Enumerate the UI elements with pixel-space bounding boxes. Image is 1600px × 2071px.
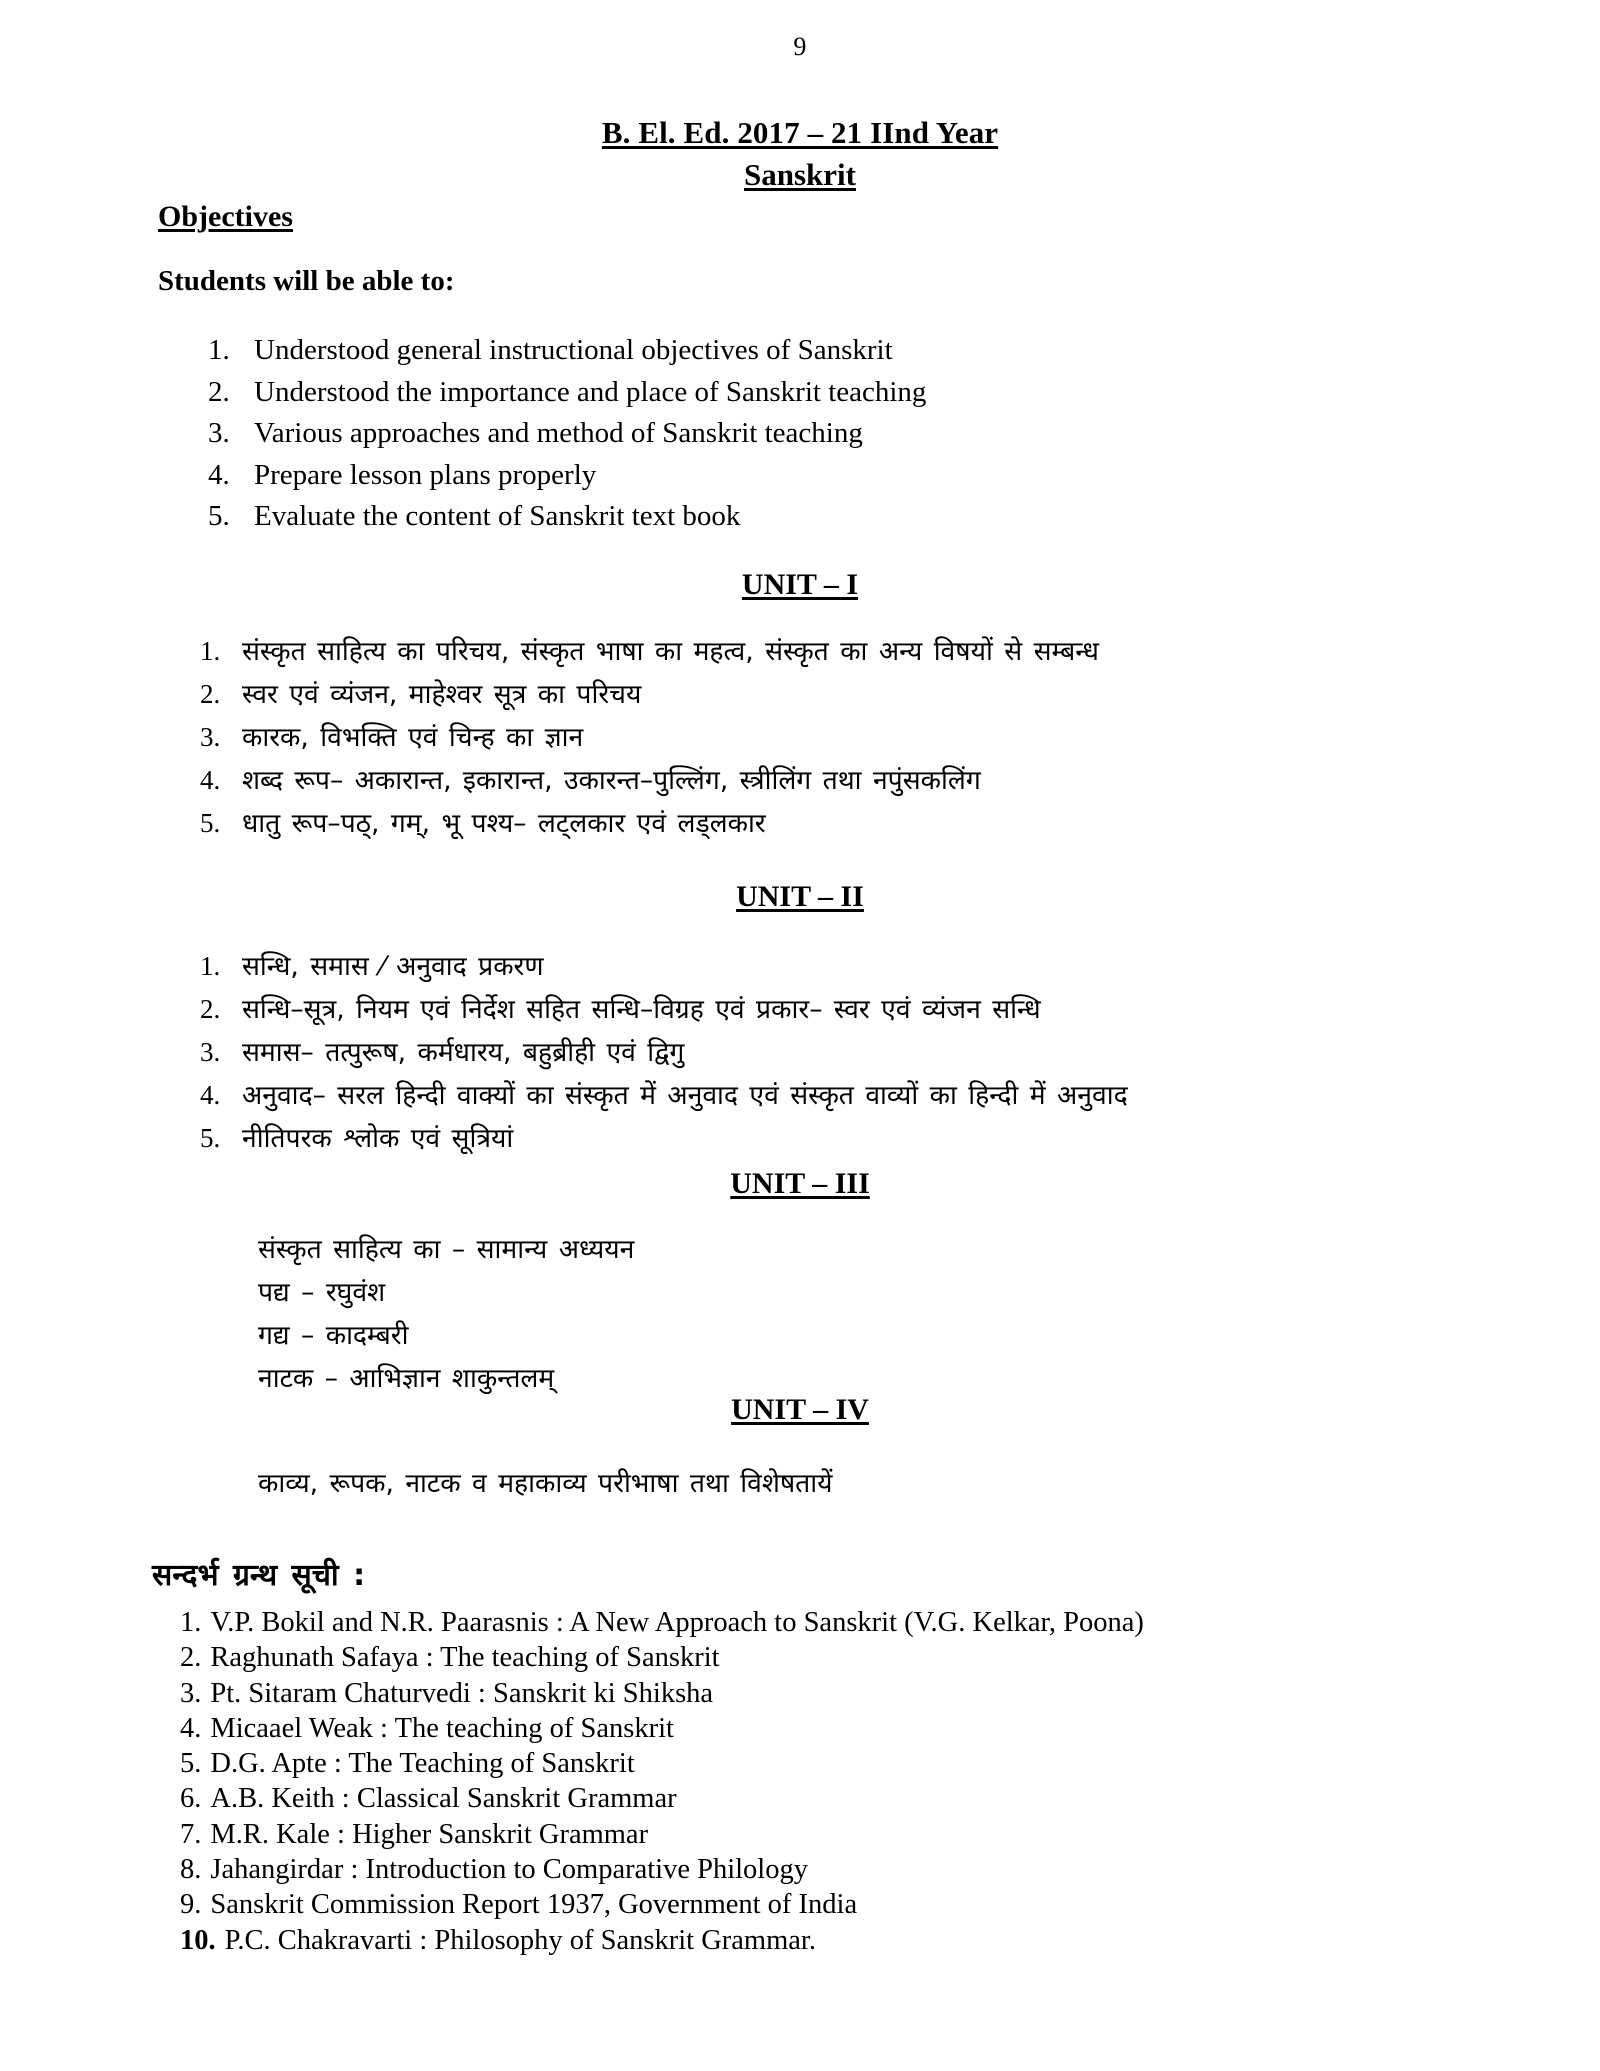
list-item-text: Micaael Weak : The teaching of Sanskrit: [210, 1712, 674, 1744]
content-line: संस्कृत साहित्य का – सामान्य अध्ययन: [258, 1234, 635, 1265]
list-item-text: Jahangirdar : Introduction to Comparative Philology: [210, 1854, 808, 1886]
list-item-number: 1.: [208, 334, 230, 366]
list-item-number: 2.: [208, 375, 230, 408]
list-item-text: A.B. Keith : Classical Sanskrit Grammar: [210, 1783, 677, 1815]
list-item: [200, 630, 1490, 673]
list-item-text: Understood the importance and place of Sanskrit teaching: [254, 375, 927, 408]
list-item-number: 3.: [180, 1677, 202, 1709]
unit-2-heading: [0, 880, 1600, 913]
list-item: [180, 1605, 1440, 1640]
list-item-number: 2.: [180, 1642, 202, 1674]
list-item: [200, 1031, 1490, 1074]
list-item: [208, 413, 1308, 455]
list-item: [208, 455, 1308, 497]
list-item-number: 1.: [180, 1607, 202, 1638]
list-item-text: स्वर एवं व्यंजन, माहेश्वर सूत्र का परिचय: [242, 679, 642, 710]
unit-2-list: [200, 945, 1490, 1160]
list-item: [208, 330, 1308, 372]
list-item: [200, 1074, 1490, 1117]
list-item-number: 7.: [180, 1818, 202, 1850]
references-list: [180, 1605, 1440, 1958]
page-subtitle-text: Sanskrit: [744, 157, 856, 192]
list-item: [200, 802, 1490, 845]
unit-1-list: [200, 630, 1490, 845]
list-item: [180, 1781, 1440, 1816]
list-item: [180, 1852, 1440, 1887]
content-line: काव्य, रूपक, नाटक व महाकाव्य परीभाषा तथा विशेषतायें: [258, 1468, 833, 1499]
list-item: [200, 988, 1490, 1031]
list-item-text: Pt. Sitaram Chaturvedi : Sanskrit ki Shiksha: [210, 1677, 714, 1709]
list-item-text: कारक, विभक्ति एवं चिन्ह का ज्ञान: [242, 722, 584, 753]
list-item-number: 4.: [208, 458, 230, 491]
list-item: [200, 1117, 1490, 1160]
list-item: [180, 1923, 1440, 1958]
page-title-text: B. El. Ed. 2017 – 21 IInd Year: [601, 115, 999, 150]
list-item-text: Raghunath Safaya : The teaching of Sanskrit: [210, 1642, 720, 1674]
list-item-text: Sanskrit Commission Report 1937, Government of India: [210, 1889, 858, 1921]
references-heading: सन्दर्भ ग्रन्थ सूची :: [152, 1558, 366, 1593]
unit-3-heading-text: UNIT – III: [730, 1167, 870, 1200]
list-item-number: 2.: [200, 994, 221, 1024]
objectives-heading: Objectives: [158, 200, 293, 233]
content-line: पद्य – रघुवंश: [258, 1277, 386, 1308]
unit-4-heading-text: UNIT – IV: [731, 1393, 869, 1426]
list-item-text: अनुवाद– सरल हिन्दी वाक्यों का संस्कृत में अनुवाद एवं संस्कृत वाव्यों का हिन्दी में अनुवाद: [242, 1080, 1128, 1111]
page-title: [0, 115, 1600, 151]
list-item-text: V.P. Bokil and N.R. Paarasnis : A New Approach to Sanskrit (V.G. Kelkar, Poona): [210, 1607, 1144, 1638]
list-item: [180, 1817, 1440, 1852]
list-item-number: 5.: [180, 1748, 202, 1780]
list-item-number: 5.: [200, 1123, 221, 1153]
list-item-number: 10.: [180, 1924, 216, 1956]
list-item-text: M.R. Kale : Higher Sanskrit Grammar: [210, 1818, 649, 1850]
content-line: नाटक – आभिज्ञान शाकुन्तलम्: [258, 1363, 555, 1394]
list-item-text: Understood general instructional objectives of Sanskrit: [254, 334, 893, 366]
list-item-number: 4.: [180, 1712, 202, 1744]
list-item-text: संस्कृत साहित्य का परिचय, संस्कृत भाषा का महत्व, संस्कृत का अन्य विषयों से सम्बन्ध: [242, 636, 1099, 667]
list-item: [208, 372, 1308, 414]
list-item-text: नीतिपरक श्लोक एवं सूत्रियां: [242, 1123, 514, 1154]
unit-1-heading-text: UNIT – I: [741, 568, 859, 601]
list-item: [200, 945, 1490, 988]
list-item-number: 9.: [180, 1889, 202, 1921]
list-item: [208, 496, 1308, 538]
list-item: [180, 1640, 1440, 1675]
page-subtitle: [0, 157, 1600, 193]
list-item: [200, 716, 1490, 759]
list-item-number: 5.: [200, 808, 221, 838]
list-item-number: 4.: [200, 1080, 221, 1110]
list-item: [180, 1711, 1440, 1746]
list-item-number: 6.: [180, 1783, 202, 1815]
list-item-number: 3.: [208, 417, 230, 449]
unit-3-heading: [0, 1167, 1600, 1200]
unit-3-content: [258, 1228, 1358, 1400]
unit-2-heading-text: UNIT – II: [736, 880, 864, 913]
list-item-number: 3.: [200, 722, 221, 752]
list-item-text: Evaluate the content of Sanskrit text book: [254, 500, 741, 532]
list-item-number: 1.: [200, 636, 221, 666]
list-item-text: सन्धि–सूत्र, नियम एवं निर्देश सहित सन्धि–विग्रह एवं प्रकार– स्वर एवं व्यंजन सन्धि: [242, 994, 1041, 1025]
list-item-text: P.C. Chakravarti : Philosophy of Sanskrit Grammar.: [224, 1924, 816, 1956]
list-item-number: 8.: [180, 1854, 202, 1886]
unit-4-heading: [0, 1393, 1600, 1426]
list-item-text: समास– तत्पुरूष, कर्मधारय, बहुब्रीही एवं द्विगु: [242, 1037, 685, 1068]
list-item: [200, 759, 1490, 802]
list-item-text: सन्धि, समास ⁄ अनुवाद प्रकरण: [242, 951, 544, 982]
unit-4-content: [258, 1462, 1358, 1505]
page-number: 9: [793, 32, 807, 61]
list-item-number: 4.: [200, 765, 221, 795]
list-item: [180, 1676, 1440, 1711]
list-item-number: 2.: [200, 679, 221, 709]
list-item-text: Various approaches and method of Sanskrit teaching: [254, 417, 863, 449]
list-item-text: D.G. Apte : The Teaching of Sanskrit: [210, 1748, 635, 1780]
list-item-number: 5.: [208, 500, 230, 532]
list-item-text: धातु रूप–पठ्, गम्, भू पश्य– लट्लकार एवं लड्लकार: [242, 808, 766, 839]
list-item: [180, 1887, 1440, 1922]
content-line: गद्य – कादम्बरी: [258, 1320, 409, 1351]
list-item-number: 1.: [200, 951, 221, 981]
list-item-text: शब्द रूप– अकारान्त, इकारान्त, उकारन्त–पुल्लिंग, स्त्रीलिंग तथा नपुंसकलिंग: [242, 765, 981, 796]
list-item-number: 3.: [200, 1037, 221, 1067]
list-item: [180, 1746, 1440, 1781]
unit-1-heading: [0, 568, 1600, 601]
objectives-intro: Students will be able to:: [158, 265, 455, 297]
list-item-text: Prepare lesson plans properly: [254, 458, 597, 491]
objectives-list: [208, 330, 1308, 538]
list-item: [200, 673, 1490, 716]
